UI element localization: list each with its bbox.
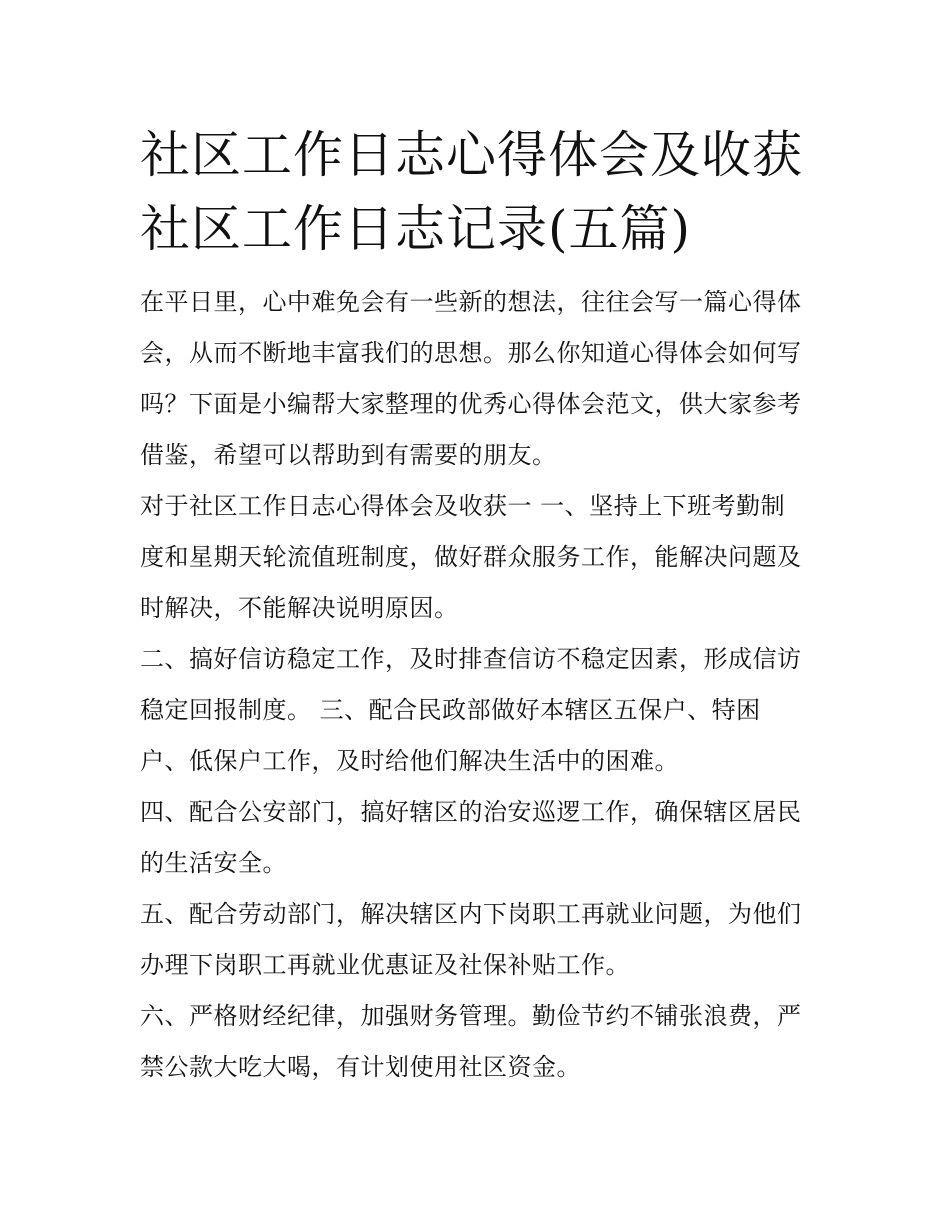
paragraph-item-2-3 <box>140 634 815 787</box>
text-line: 会，从而不断地丰富我们的思想。那么你知道心得体会如何写 <box>140 339 802 367</box>
paragraph-intro <box>140 277 815 481</box>
document-title <box>140 118 820 266</box>
paragraph-item-5 <box>140 889 815 991</box>
paragraph-item-1 <box>140 481 815 634</box>
text-line: 的生活安全。 <box>140 849 287 877</box>
paragraph-item-6 <box>140 991 815 1093</box>
text-line: 禁公款大吃大喝，有计划使用社区资金。 <box>140 1053 581 1081</box>
text-line: 在平日里，心中难免会有一些新的想法，往往会写一篇心得体 <box>140 288 802 316</box>
document-body <box>140 277 815 1093</box>
text-line: 四、配合公安部门，搞好辖区的治安巡逻工作，确保辖区居民 <box>140 798 802 826</box>
text-line: 吗？下面是小编帮大家整理的优秀心得体会范文，供大家参考 <box>140 390 802 418</box>
text-line: 五、配合劳动部门，解决辖区内下岗职工再就业问题，为他们 <box>140 900 802 928</box>
text-line: 时解决，不能解决说明原因。 <box>140 594 459 622</box>
text-line: 借鉴，希望可以帮助到有需要的朋友。 <box>140 441 557 469</box>
text-line: 六、严格财经纪律，加强财务管理。勤俭节约不铺张浪费，严 <box>140 1002 802 1030</box>
text-line: 户、低保户工作，及时给他们解决生活中的困难。 <box>140 747 679 775</box>
text-line: 办理下岗职工再就业优惠证及社保补贴工作。 <box>140 951 630 979</box>
text-line: 对于社区工作日志心得体会及收获一 一、坚持上下班考勤制 <box>140 492 786 520</box>
text-line: 度和星期天轮流值班制度，做好群众服务工作，能解决问题及 <box>140 543 802 571</box>
title-line-1: 社区工作日志心得体会及收获 <box>140 126 803 184</box>
title-line-2: 社区工作日志记录(五篇) <box>140 200 692 258</box>
text-line: 二、搞好信访稳定工作，及时排查信访不稳定因素，形成信访 <box>140 645 802 673</box>
paragraph-item-4 <box>140 787 815 889</box>
text-line: 稳定回报制度。 三、配合民政部做好本辖区五保户、特困 <box>140 696 761 724</box>
